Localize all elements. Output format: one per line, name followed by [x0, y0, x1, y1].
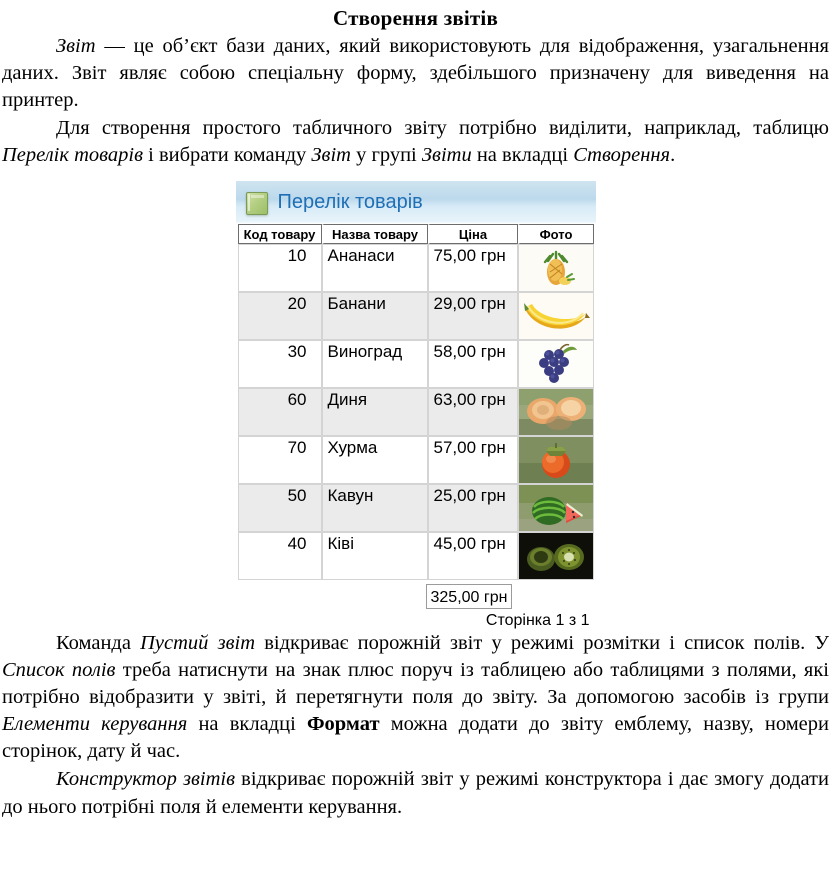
cell-code: 10: [238, 244, 322, 292]
table-row[interactable]: [238, 388, 594, 436]
cell-photo: [518, 292, 594, 340]
banana-photo: [519, 293, 593, 339]
report-table: [238, 224, 594, 580]
cell-name: Ананаси: [322, 244, 428, 292]
report-page-label: Сторінка 1 з 1: [485, 612, 590, 630]
paragraph-3: Команда Пустий звіт відкриває порожній звіт у режимі розмітки і список полів. У Список полів треба натиснути на знак плюс поруч із таблицею або таблицями з полями, які потрібно відобразити у звіті, й перетягнути поля до звіту. За допомогою засобів із групи Елементи керування на вкладці Формат можна додати до звіту емблему, назву, номери сторінок, дату й час.: [2, 632, 830, 763]
cell-price: 25,00 грн: [428, 484, 518, 532]
table-header-row: [238, 224, 594, 244]
report-object: [236, 181, 596, 630]
report-total: 325,00 грн: [426, 584, 512, 609]
cell-code: 50: [238, 484, 322, 532]
table-row[interactable]: [238, 436, 594, 484]
table-row[interactable]: [238, 244, 594, 292]
cell-price: 63,00 грн: [428, 388, 518, 436]
cell-code: 20: [238, 292, 322, 340]
page-title: Створення звітів: [332, 6, 499, 30]
pineapple-photo: [519, 245, 593, 291]
watermelon-photo: [519, 485, 593, 531]
table-row[interactable]: [238, 532, 594, 580]
cell-photo: [518, 484, 594, 532]
cell-photo: [518, 340, 594, 388]
paragraph-1: Звіт — це об’єкт бази даних, який використовують для відображення, узагальнення даних. Звіт являє собою спеціальну форму, здебільшого призначену для виведення на принтер.: [2, 35, 829, 112]
cell-photo: [518, 244, 594, 292]
persimmon-photo: [519, 437, 593, 483]
cell-code: 70: [238, 436, 322, 484]
paragraph-4: Конструктор звітів відкриває порожній звіт у режимі конструктора і дає змогу додати до нього потрібні поля й елементи керування.: [2, 768, 829, 818]
melon-photo: [519, 389, 593, 435]
table-green-icon: [245, 191, 269, 215]
table-row[interactable]: [238, 484, 594, 532]
cell-code: 40: [238, 532, 322, 580]
kiwi-photo: [519, 533, 593, 579]
cell-code: 30: [238, 340, 322, 388]
cell-name: Ківі: [322, 532, 428, 580]
table-row[interactable]: [238, 340, 594, 388]
cell-name: Кавун: [322, 484, 428, 532]
report-header: [236, 181, 596, 224]
column-header-code[interactable]: Код товару: [238, 224, 322, 244]
cell-price: 57,00 грн: [428, 436, 518, 484]
document-page: [0, 6, 831, 883]
column-header-name[interactable]: Назва товару: [322, 224, 428, 244]
column-header-photo[interactable]: Фото: [518, 224, 594, 244]
table-body: [238, 244, 594, 580]
cell-photo: [518, 436, 594, 484]
cell-price: 58,00 грн: [428, 340, 518, 388]
report-title: Перелік товарів: [277, 191, 423, 214]
cell-price: 29,00 грн: [428, 292, 518, 340]
grapes-photo: [519, 341, 593, 387]
paragraph-2: Для створення простого табличного звіту потрібно виділити, наприклад, таблицю Перелік товарів і вибрати команду Звіт у групі Звіти на вкладці Створення.: [2, 117, 829, 167]
cell-photo: [518, 388, 594, 436]
cell-price: 75,00 грн: [428, 244, 518, 292]
table-row[interactable]: [238, 292, 594, 340]
cell-photo: [518, 532, 594, 580]
cell-code: 60: [238, 388, 322, 436]
cell-price: 45,00 грн: [428, 532, 518, 580]
cell-name: Хурма: [322, 436, 428, 484]
column-header-price[interactable]: Ціна: [428, 224, 518, 244]
cell-name: Виноград: [322, 340, 428, 388]
cell-name: Банани: [322, 292, 428, 340]
cell-name: Диня: [322, 388, 428, 436]
